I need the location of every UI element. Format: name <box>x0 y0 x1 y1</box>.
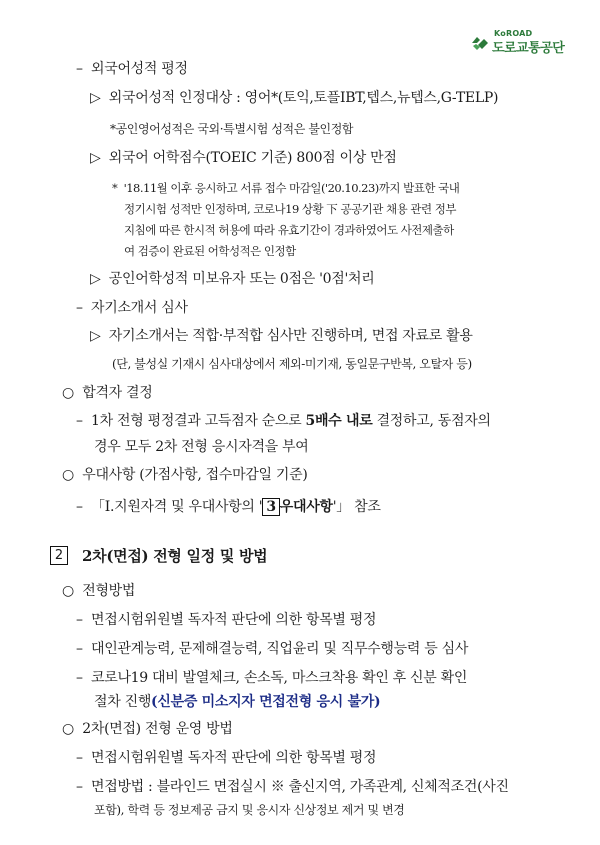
note-self-intro-exclusion: (단, 불성실 기재시 심사대상에서 제외-미기재, 동일문구반복, 오탈자 등) <box>112 357 472 371</box>
note-validity-line2: 정기시험 성적만 인정하며, 코로나19 상황 下 공공기관 채용 관련 정부 <box>124 202 457 216</box>
section-number: 2 <box>50 546 68 565</box>
subitem-competencies: – 대인관계능력, 문제해결능력, 직업윤리 및 직무수행능력 등 심사 <box>76 641 469 657</box>
item-screening-method: ○ 전형방법 <box>62 583 136 599</box>
subitem-interview-evaluation: – 면접시험위원별 독자적 판단에 의한 항목별 평정 <box>76 750 377 766</box>
detail-no-score: ▷ 공인어학성적 미보유자 또는 0점은 '0점'처리 <box>90 271 375 287</box>
detail-full-score: ▷ 외국어 어학점수(TOEIC 기준) 800점 이상 만점 <box>90 150 397 166</box>
note-validity-line3: 지침에 따른 한시적 허용에 따라 유효기간이 경과하였어도 사전제출하 <box>124 223 454 237</box>
subitem-pass-criteria-line1: – 1차 전형 평정결과 고득점자 순으로 5배수 내로 결정하고, 동점자의 <box>76 413 491 429</box>
logo-korean: 도로교통공단 <box>492 41 565 56</box>
section-number-box: 3 <box>262 498 279 516</box>
item-preferences: ○ 우대사항 (가점사항, 접수마감일 기준) <box>62 467 308 483</box>
logo-english: KoROAD <box>494 29 533 38</box>
koroad-emblem-icon <box>470 33 490 53</box>
item-interview-operation: ○ 2차(면접) 전형 운영 방법 <box>62 721 233 737</box>
note-overseas-scores: *공인영어성적은 국외·특별시험 성적은 불인정함 <box>110 122 354 136</box>
id-warning: (신분증 미소지자 면접전형 응시 불가) <box>151 694 381 710</box>
koroad-logo <box>470 30 570 56</box>
section-title: 2차(면접) 전형 일정 및 방법 <box>82 547 268 565</box>
note-validity-line4: 여 검증이 완료된 어학성적은 인정함 <box>124 244 296 258</box>
subitem-blind-interview-line1: – 면접방법 : 블라인드 면접실시 ※ 출신지역, 가족관계, 신체적조건(사진 <box>76 779 509 795</box>
subitem-foreign-language: – 외국어성적 평정 <box>76 61 188 77</box>
note-validity-line1: * '18.11월 이후 응시하고 서류 접수 마감일('20.10.23)까지 발표한 국내 <box>112 181 460 195</box>
subitem-self-intro: – 자기소개서 심사 <box>76 300 188 316</box>
subitem-covid-check-line1: – 코로나19 대비 발열체크, 손소독, 마스크착용 확인 후 신분 확인 <box>76 670 468 686</box>
subitem-evaluation: – 면접시험위원별 독자적 판단에 의한 항목별 평정 <box>76 612 377 628</box>
subitem-preferences-reference: – 「Ⅰ.지원자격 및 우대사항의 ' 3 우대사항'」 참조 <box>76 499 381 515</box>
detail-self-intro-review: ▷ 자기소개서는 적합·부적합 심사만 진행하며, 면접 자료로 활용 <box>90 328 473 344</box>
subitem-blind-interview-line2: 포함), 학력 등 정보제공 금지 및 응시자 신상정보 제거 및 변경 <box>94 803 405 817</box>
subitem-covid-check-line2: 절차 진행(신분증 미소지자 면접전형 응시 불가) <box>94 694 381 710</box>
item-pass-decision: ○ 합격자 결정 <box>62 385 153 401</box>
detail-eligible-tests: ▷ 외국어성적 인정대상 : 영어*(토익,토플IBT,텝스,뉴텝스,G-TELP) <box>90 90 499 106</box>
subitem-pass-criteria-line2: 경우 모두 2차 전형 응시자격을 부여 <box>94 439 309 455</box>
